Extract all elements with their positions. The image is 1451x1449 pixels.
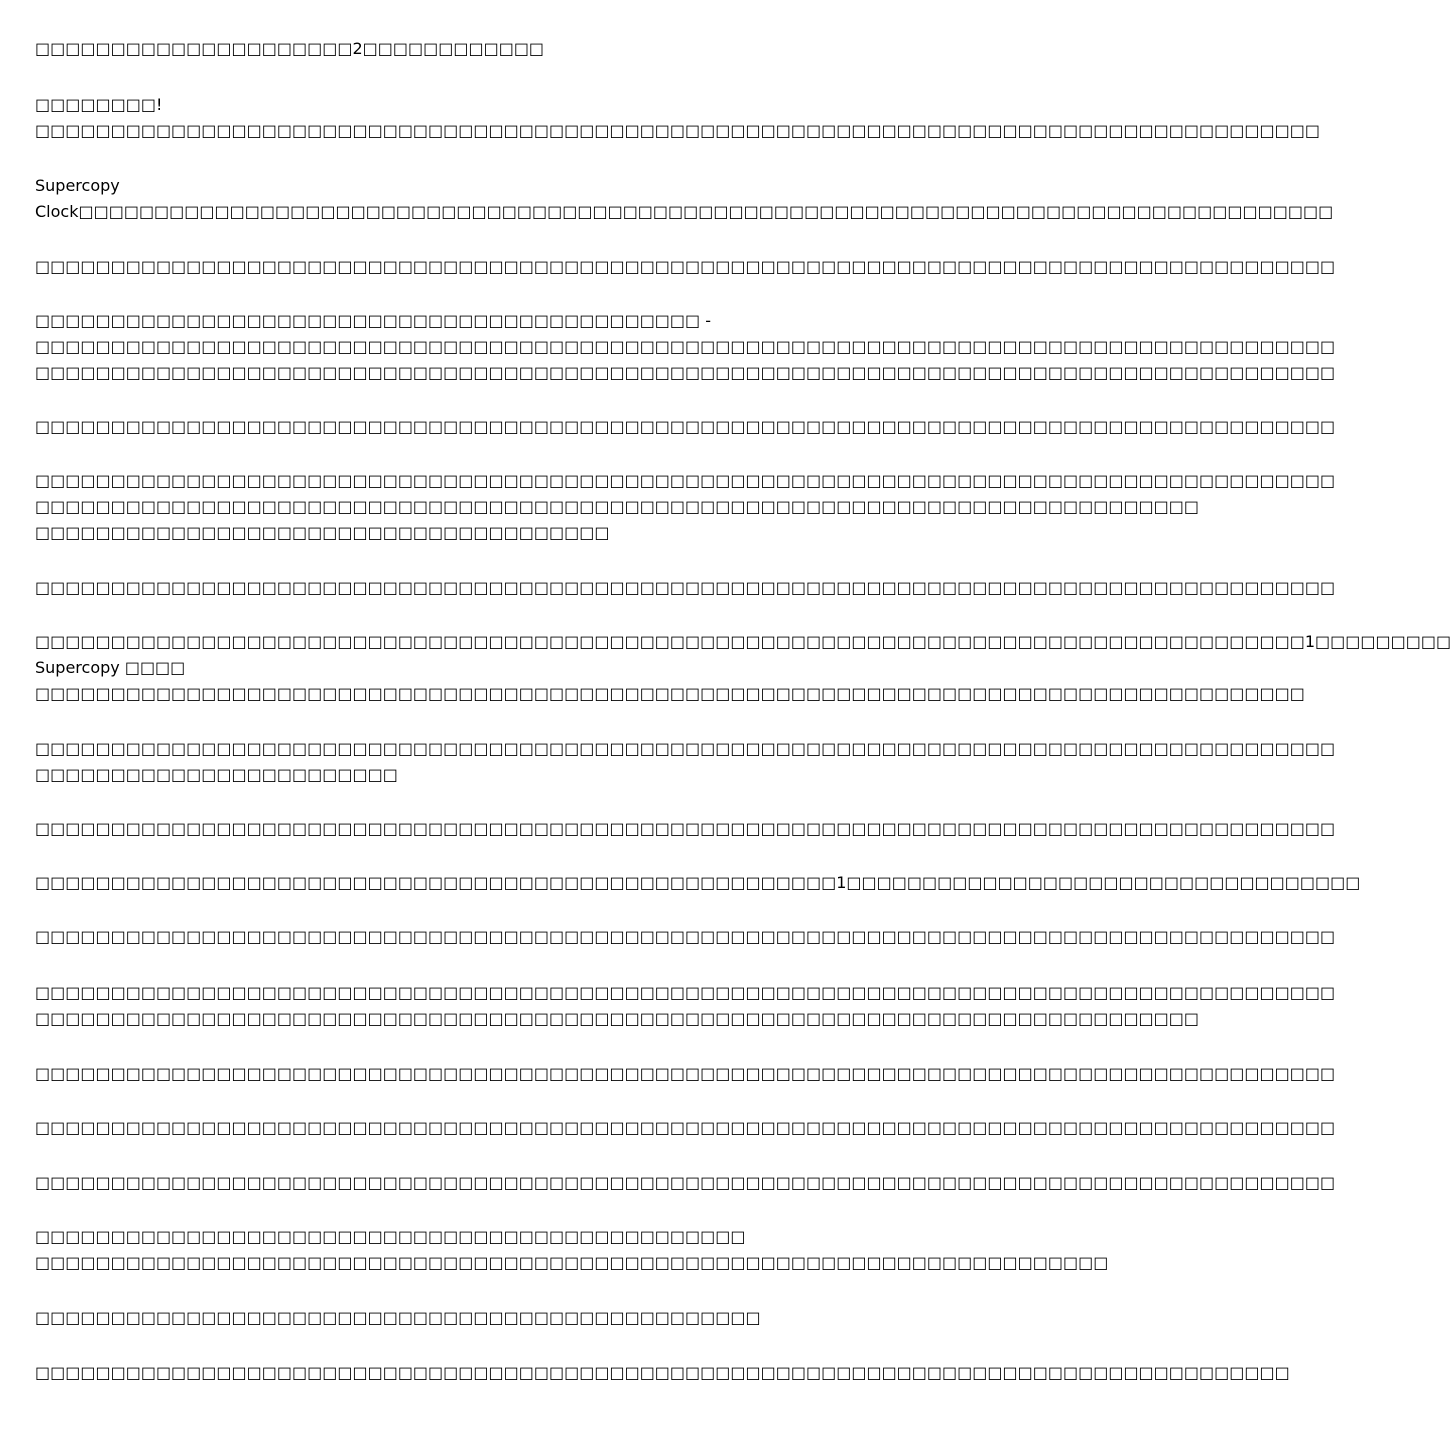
paragraph-1-line-2: □□□□□□□□□□□□□□□□□□□□□□□□□□□□□□□□□□□□□□□□□□□□□□□□□□□□□□□□□□□□□□□□□□□□□□□□□□□□□□□□□□□□□ xyxy=(35,121,1320,140)
paragraph-5-line-1: □□□□□□□□□□□□□□□□□□□□□□□□□□□□□□□□□□□□□□□□□□□□□□□□□□□□□□□□□□□□□□□□□□□□□□□□□□□□□□□□□□□□□□ xyxy=(35,417,1336,436)
paragraph-17-line-2: □□□□□□□□□□□□□□□□□□□□□□□□□□□□□□□□□□□□□□□□□□□□□□□□□□□□□□□□□□□□□□□□□□□□□□□ xyxy=(35,1253,1109,1272)
paragraph-1-line-1: □□□□□□□□! xyxy=(35,95,163,114)
paragraph-9-line-2: □□□□□□□□□□□□□□□□□□□□□□□□ xyxy=(35,765,398,784)
paragraph-12-line-1: □□□□□□□□□□□□□□□□□□□□□□□□□□□□□□□□□□□□□□□□□□□□□□□□□□□□□□□□□□□□□□□□□□□□□□□□□□□□□□□□□□□□□□ xyxy=(35,927,1336,946)
paragraph-9-line-1: □□□□□□□□□□□□□□□□□□□□□□□□□□□□□□□□□□□□□□□□□□□□□□□□□□□□□□□□□□□□□□□□□□□□□□□□□□□□□□□□□□□□□□ xyxy=(35,739,1336,758)
paragraph-8-line-2: Supercopy □□□□ xyxy=(35,658,186,677)
paragraph-3-line-1: □□□□□□□□□□□□□□□□□□□□□□□□□□□□□□□□□□□□□□□□□□□□□□□□□□□□□□□□□□□□□□□□□□□□□□□□□□□□□□□□□□□□□□ xyxy=(35,257,1336,276)
paragraph-6-line-3: □□□□□□□□□□□□□□□□□□□□□□□□□□□□□□□□□□□□□□ xyxy=(35,523,610,542)
paragraph-18-line-1: □□□□□□□□□□□□□□□□□□□□□□□□□□□□□□□□□□□□□□□□□□□□□□□□ xyxy=(35,1308,761,1327)
paragraph-7-line-1: □□□□□□□□□□□□□□□□□□□□□□□□□□□□□□□□□□□□□□□□□□□□□□□□□□□□□□□□□□□□□□□□□□□□□□□□□□□□□□□□□□□□□□ xyxy=(35,578,1336,597)
paragraph-14-line-1: □□□□□□□□□□□□□□□□□□□□□□□□□□□□□□□□□□□□□□□□□□□□□□□□□□□□□□□□□□□□□□□□□□□□□□□□□□□□□□□□□□□□□□ xyxy=(35,1064,1336,1083)
paragraph-6-line-2: □□□□□□□□□□□□□□□□□□□□□□□□□□□□□□□□□□□□□□□□□□□□□□□□□□□□□□□□□□□□□□□□□□□□□□□□□□□□□ xyxy=(35,497,1200,516)
paragraph-8-line-1: □□□□□□□□□□□□□□□□□□□□□□□□□□□□□□□□□□□□□□□□□□□□□□□□□□□□□□□□□□□□□□□□□□□□□□□□□□□□□□□□□□□□1□□□□□□□□□ xyxy=(35,632,1451,651)
paragraph-10-line-1: □□□□□□□□□□□□□□□□□□□□□□□□□□□□□□□□□□□□□□□□□□□□□□□□□□□□□□□□□□□□□□□□□□□□□□□□□□□□□□□□□□□□□□ xyxy=(35,819,1336,838)
paragraph-17-line-1: □□□□□□□□□□□□□□□□□□□□□□□□□□□□□□□□□□□□□□□□□□□□□□□ xyxy=(35,1227,746,1246)
paragraph-8-line-3: □□□□□□□□□□□□□□□□□□□□□□□□□□□□□□□□□□□□□□□□□□□□□□□□□□□□□□□□□□□□□□□□□□□□□□□□□□□□□□□□□□□□ xyxy=(35,684,1305,703)
paragraph-2-line-2: Clock□□□□□□□□□□□□□□□□□□□□□□□□□□□□□□□□□□□□□□□□□□□□□□□□□□□□□□□□□□□□□□□□□□□□□□□□□□□□□□□□□□□ xyxy=(35,202,1334,221)
paragraph-13-line-2: □□□□□□□□□□□□□□□□□□□□□□□□□□□□□□□□□□□□□□□□□□□□□□□□□□□□□□□□□□□□□□□□□□□□□□□□□□□□□ xyxy=(35,1009,1200,1028)
paragraph-15-line-1: □□□□□□□□□□□□□□□□□□□□□□□□□□□□□□□□□□□□□□□□□□□□□□□□□□□□□□□□□□□□□□□□□□□□□□□□□□□□□□□□□□□□□□ xyxy=(35,1118,1336,1137)
paragraph-4-line-1: □□□□□□□□□□□□□□□□□□□□□□□□□□□□□□□□□□□□□□□□□□□□ - xyxy=(35,311,712,330)
paragraph-16-line-1: □□□□□□□□□□□□□□□□□□□□□□□□□□□□□□□□□□□□□□□□□□□□□□□□□□□□□□□□□□□□□□□□□□□□□□□□□□□□□□□□□□□□□□ xyxy=(35,1173,1336,1192)
document-title: □□□□□□□□□□□□□□□□□□□□□2□□□□□□□□□□□□ xyxy=(35,39,545,58)
paragraph-4-line-2: □□□□□□□□□□□□□□□□□□□□□□□□□□□□□□□□□□□□□□□□□□□□□□□□□□□□□□□□□□□□□□□□□□□□□□□□□□□□□□□□□□□□□□ xyxy=(35,337,1336,356)
paragraph-19-line-1: □□□□□□□□□□□□□□□□□□□□□□□□□□□□□□□□□□□□□□□□□□□□□□□□□□□□□□□□□□□□□□□□□□□□□□□□□□□□□□□□□□□ xyxy=(35,1363,1290,1382)
paragraph-11-line-1: □□□□□□□□□□□□□□□□□□□□□□□□□□□□□□□□□□□□□□□□□□□□□□□□□□□□□1□□□□□□□□□□□□□□□□□□□□□□□□□□□□□□□□□□ xyxy=(35,873,1361,892)
paragraph-2-line-1: Supercopy xyxy=(35,176,120,195)
paragraph-6-line-1: □□□□□□□□□□□□□□□□□□□□□□□□□□□□□□□□□□□□□□□□□□□□□□□□□□□□□□□□□□□□□□□□□□□□□□□□□□□□□□□□□□□□□□ xyxy=(35,471,1336,490)
paragraph-13-line-1: □□□□□□□□□□□□□□□□□□□□□□□□□□□□□□□□□□□□□□□□□□□□□□□□□□□□□□□□□□□□□□□□□□□□□□□□□□□□□□□□□□□□□□ xyxy=(35,983,1336,1002)
paragraph-4-line-3: □□□□□□□□□□□□□□□□□□□□□□□□□□□□□□□□□□□□□□□□□□□□□□□□□□□□□□□□□□□□□□□□□□□□□□□□□□□□□□□□□□□□□□ xyxy=(35,363,1336,382)
